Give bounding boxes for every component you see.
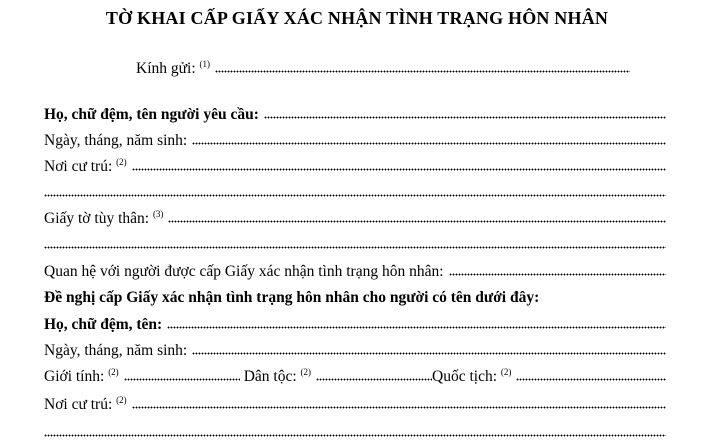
relation-label: Quan hệ với người được cấp Giấy xác nhận tình trạng hôn nhân:	[44, 263, 444, 280]
requester-residence-label	[44, 158, 127, 176]
relation-field[interactable]	[449, 273, 666, 277]
relation-row	[44, 259, 666, 281]
requester-dob-field[interactable]	[192, 142, 666, 146]
request-heading-row	[44, 285, 666, 307]
requester-id-row-2	[44, 232, 666, 254]
subject-nationality-note: (2)	[500, 366, 512, 377]
requester-dob-label: Ngày, tháng, năm sinh:	[44, 132, 188, 149]
requester-id-label-text: Giấy tờ tùy thân:	[44, 210, 150, 227]
request-heading: Đề nghị cấp Giấy xác nhận tình trạng hôn nhân cho người có tên dưới đây:	[44, 289, 540, 306]
requester-name-field[interactable]	[264, 116, 666, 120]
subject-ethnicity-note: (2)	[300, 366, 312, 377]
subject-residence-field[interactable]	[132, 406, 666, 410]
subject-dob-label: Ngày, tháng, năm sinh:	[44, 342, 188, 359]
requester-residence-field[interactable]	[132, 168, 666, 172]
requester-residence-field-2[interactable]	[44, 194, 666, 198]
subject-residence-row-2	[44, 420, 666, 442]
recipient-field[interactable]	[215, 70, 630, 74]
requester-dob-row	[44, 128, 666, 150]
subject-details-row	[44, 364, 666, 386]
subject-gender-label-text: Giới tính:	[44, 368, 105, 385]
subject-dob-row	[44, 338, 666, 360]
subject-ethnicity-label-text: Dân tộc:	[243, 368, 297, 385]
subject-ethnicity-field[interactable]	[316, 378, 432, 382]
requester-residence-note: (2)	[116, 156, 127, 167]
recipient-row	[136, 56, 630, 78]
requester-id-note: (3)	[152, 208, 164, 219]
recipient-label	[136, 60, 210, 78]
subject-residence-row	[44, 392, 666, 414]
subject-residence-label	[44, 396, 127, 414]
requester-name-label: Họ, chữ đệm, tên người yêu cầu:	[44, 106, 259, 123]
subject-name-row	[44, 312, 666, 334]
requester-id-row	[44, 206, 666, 228]
subject-dob-field[interactable]	[192, 352, 666, 356]
subject-gender-note: (2)	[108, 366, 119, 377]
subject-nationality-label-text: Quốc tịch:	[432, 368, 498, 385]
subject-ethnicity-label	[244, 368, 311, 386]
requester-residence-label-text: Nơi cư trú:	[44, 158, 113, 175]
subject-residence-note: (2)	[116, 394, 127, 405]
recipient-note: (1)	[199, 58, 211, 69]
subject-gender-field[interactable]	[124, 378, 240, 382]
form-title: TỜ KHAI CẤP GIẤY XÁC NHẬN TÌNH TRẠNG HÔN NHÂN	[105, 8, 609, 28]
recipient-label-text: Kính gửi:	[136, 60, 196, 77]
subject-residence-field-2[interactable]	[44, 434, 666, 438]
requester-residence-row	[44, 154, 666, 176]
subject-name-field[interactable]	[167, 326, 666, 330]
requester-residence-row-2	[44, 180, 666, 202]
requester-id-field[interactable]	[168, 220, 666, 224]
subject-residence-label-text: Nơi cư trú:	[44, 396, 113, 413]
requester-name-row	[44, 102, 666, 124]
subject-name-label: Họ, chữ đệm, tên:	[44, 316, 163, 333]
requester-id-label	[44, 210, 163, 228]
subject-nationality-field[interactable]	[516, 378, 666, 382]
subject-gender-label	[44, 368, 119, 386]
subject-nationality-label	[432, 368, 511, 386]
requester-id-field-2[interactable]	[44, 246, 666, 250]
